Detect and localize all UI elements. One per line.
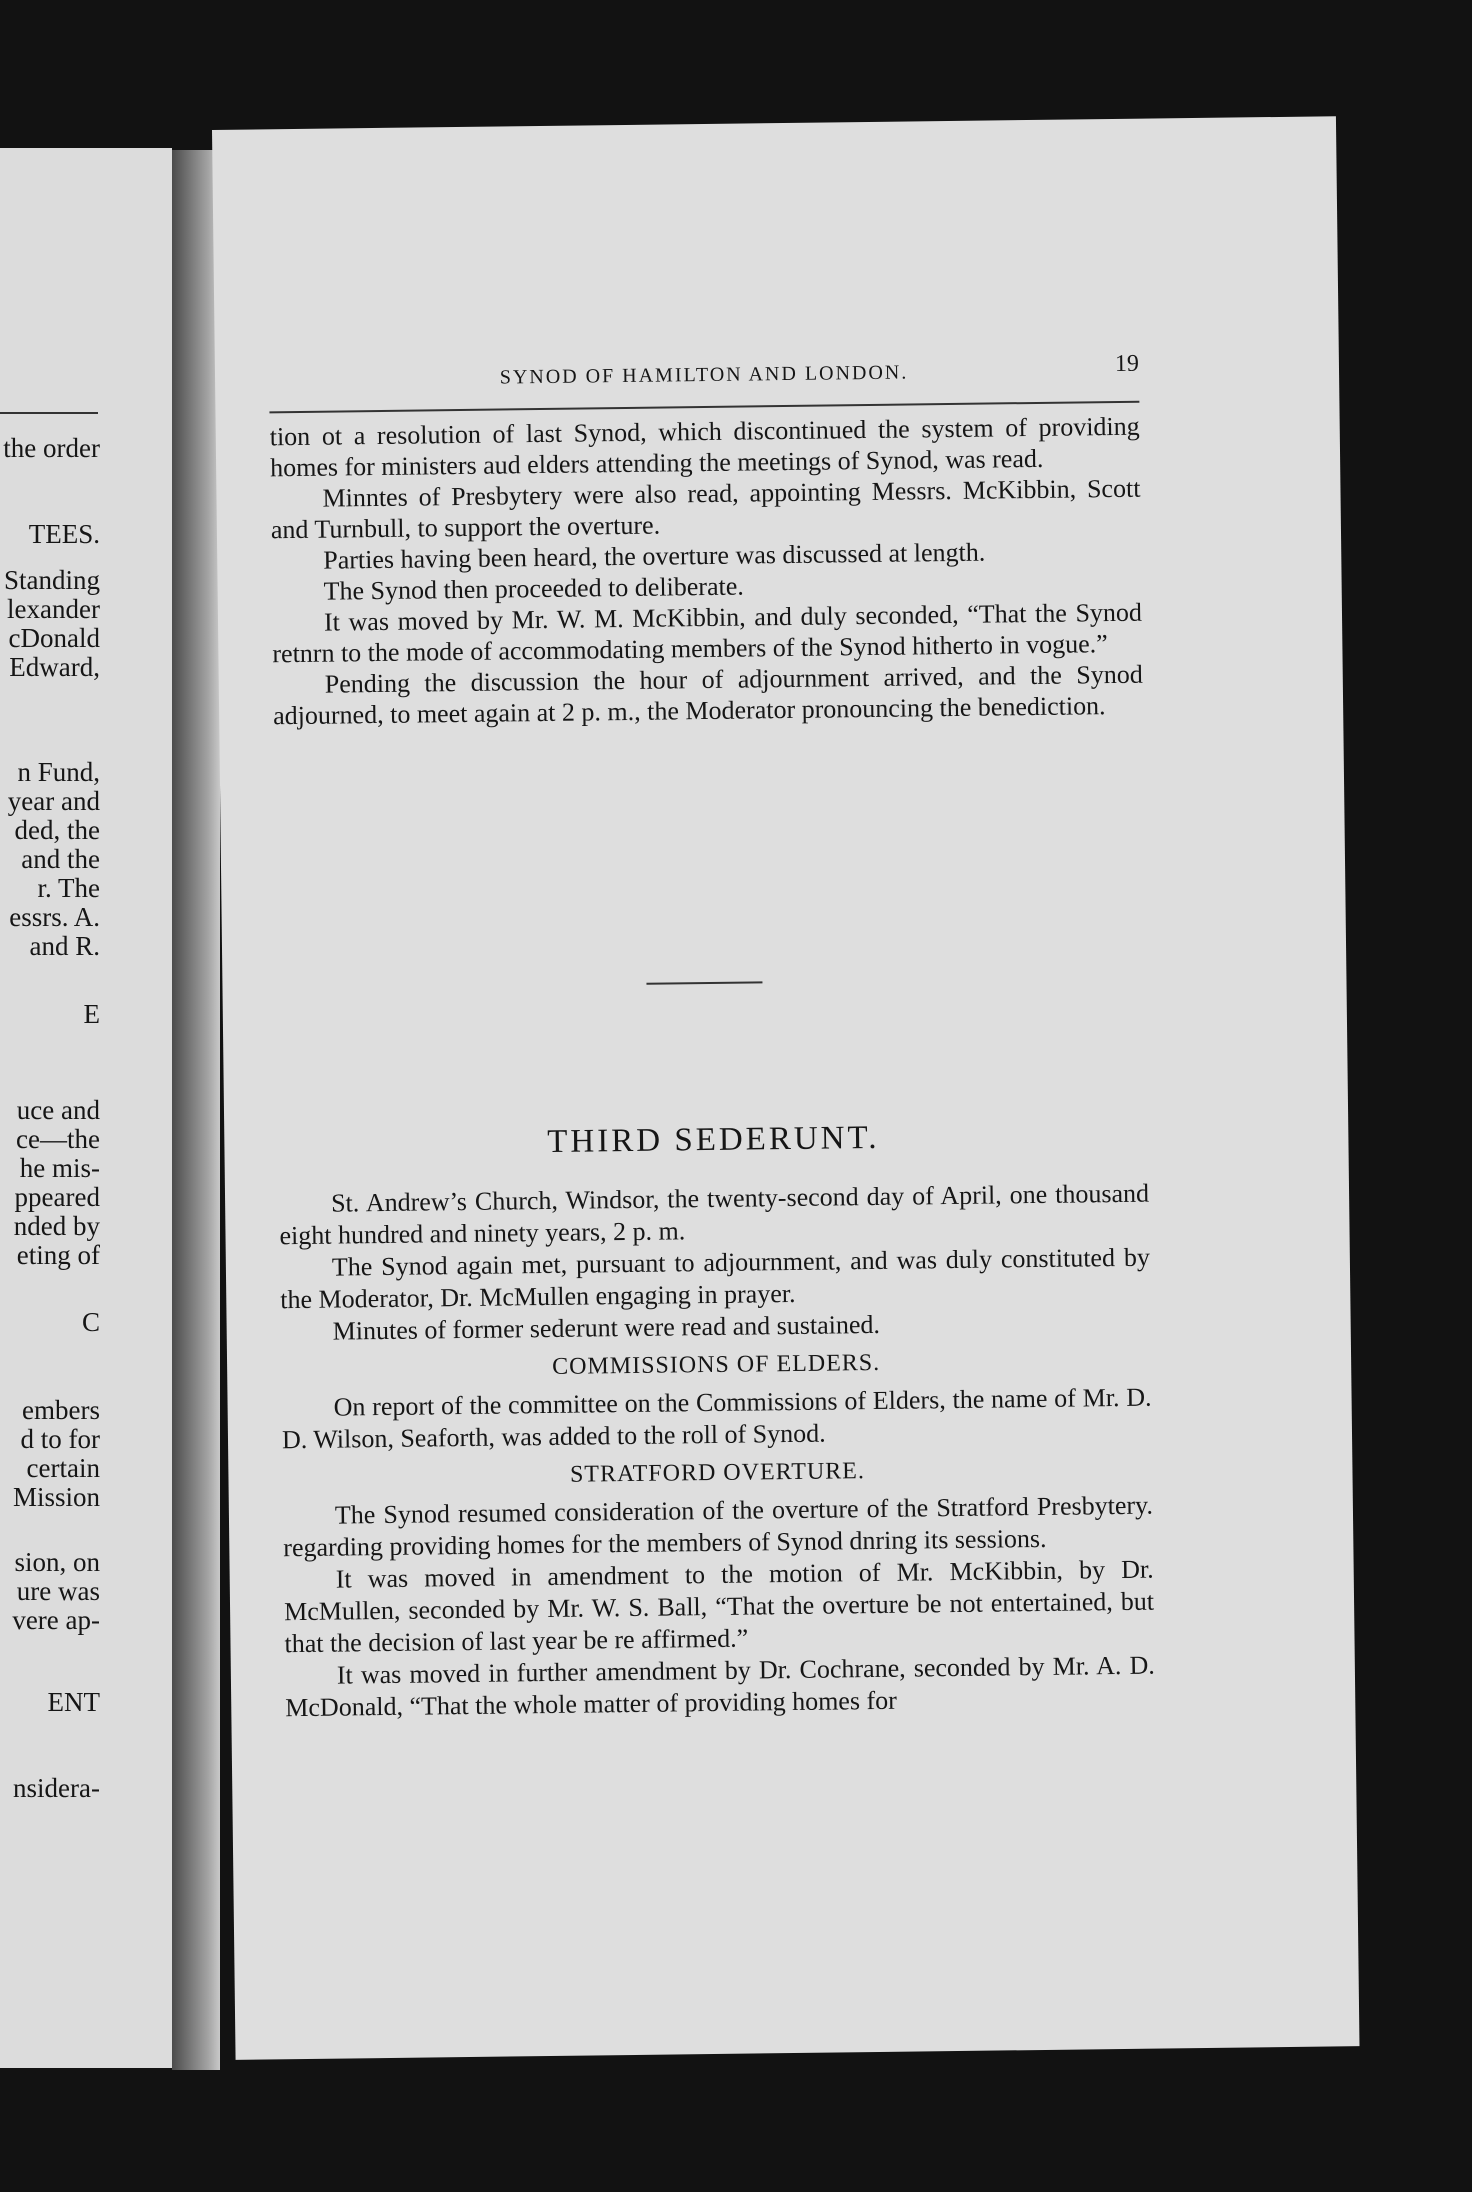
- left-fragment: uce and: [16, 1095, 100, 1125]
- paragraph: Minutes of former sederunt were read and sustained.: [332, 1309, 881, 1346]
- left-fragment: eting of: [16, 1240, 100, 1270]
- section-divider: [646, 981, 762, 984]
- left-fragment: ppeared: [14, 1182, 100, 1212]
- paragraph: Pending the discussion the hour of adjournment arrived, and the Synod adjourned, to meet again at 2 p. m., the Moderator pronouncing the benediction.: [272, 659, 1143, 731]
- paragraph: The Synod resumed consideration of the overture of the Stratford Presbytery. regarding providing homes for the members of Synod dnring its sessions.: [283, 1490, 1154, 1563]
- book-gutter: [172, 150, 220, 2070]
- third-sederunt-section: [278, 1117, 1155, 1725]
- left-fragment: the order: [3, 433, 100, 463]
- left-fragment: lexander: [7, 594, 100, 624]
- left-fragment: nsidera-: [13, 1773, 100, 1803]
- left-fragment: ENT: [47, 1687, 100, 1717]
- left-fragment: nded by: [13, 1211, 100, 1241]
- left-fragment: Standing: [3, 565, 100, 595]
- stratford-heading: STRATFORD OVERTURE.: [569, 1458, 866, 1488]
- paragraph: The Synod then proceeded to deliberate.: [323, 571, 744, 606]
- left-fragment: n Fund,: [17, 757, 100, 787]
- left-fragment: Edward,: [9, 652, 100, 682]
- left-fragment: year and: [7, 786, 100, 816]
- right-page: [212, 116, 1359, 2060]
- paragraph: tion ot a resolution of last Synod, which discontinued the system of providing homes for ministers aud elders attending the meetings of Synod, was read.: [269, 411, 1140, 483]
- paragraph: Minntes of Presbytery were also read, appointing Messrs. McKibbin, Scott and Turnbull, to support the overture.: [270, 473, 1141, 545]
- commissions-heading: COMMISSIONS OF ELDERS.: [551, 1349, 881, 1380]
- paragraph: It was moved in amendment to the motion of Mr. McKibbin, by Dr. McMullen, seconded by Mr. W. S. Ball, “That the overture be not entertained, but that the decision of last year be re affirmed.”: [283, 1554, 1155, 1659]
- left-fragment: E: [83, 999, 100, 1029]
- left-fragment: Mission: [12, 1482, 100, 1512]
- left-page-edge: [0, 148, 172, 2068]
- paragraph: St. Andrew’s Church, Windsor, the twenty-second day of April, one thousand eight hundred and ninety years, 2 p. m.: [279, 1178, 1150, 1251]
- left-fragment: C: [81, 1307, 100, 1337]
- left-fragment: he mis-: [19, 1153, 100, 1183]
- left-fragment: ure was: [16, 1576, 100, 1606]
- paragraph: On report of the committee on the Commissions of Elders, the name of Mr. D. D. Wilson, Seaforth, was added to the roll of Synod.: [281, 1382, 1152, 1455]
- paragraph: The Synod again met, pursuant to adjournment, and was duly constituted by the Moderator, Dr. McMullen engaging in prayer.: [280, 1242, 1151, 1315]
- left-fragment: and the: [21, 844, 100, 874]
- left-fragment: certain: [26, 1453, 100, 1483]
- left-fragment: and R.: [29, 931, 100, 961]
- left-fragment: embers: [22, 1395, 100, 1425]
- paragraph: It was moved in further amendment by Dr. Cochrane, seconded by Mr. A. D. McDonald, “That the whole matter of providing homes for: [285, 1650, 1156, 1723]
- paragraph: Parties having been heard, the overture was discussed at length.: [323, 537, 986, 575]
- left-fragment: d to for: [20, 1424, 100, 1454]
- left-fragment: r. The: [37, 873, 100, 903]
- page-number: 19: [1114, 350, 1140, 377]
- left-fragment: cDonald: [8, 623, 100, 653]
- left-fragment: vere ap-: [12, 1605, 100, 1635]
- previous-sederunt-text: [270, 411, 1144, 732]
- running-head: SYNOD OF HAMILTON AND LONDON.: [499, 361, 909, 389]
- left-fragment: ce—the: [16, 1124, 100, 1154]
- left-fragment: sion, on: [14, 1547, 100, 1577]
- left-page-rule: [0, 412, 98, 414]
- section-title: THIRD SEDERUNT.: [547, 1119, 880, 1160]
- paragraph: It was moved by Mr. W. M. McKibbin, and duly seconded, “That the Synod retnrn to the mode of accommodating members of the Synod hitherto in vogue.”: [272, 597, 1143, 669]
- left-fragment: essrs. A.: [9, 902, 100, 932]
- left-fragment: TEES.: [28, 519, 100, 549]
- left-fragment: ded, the: [14, 815, 100, 845]
